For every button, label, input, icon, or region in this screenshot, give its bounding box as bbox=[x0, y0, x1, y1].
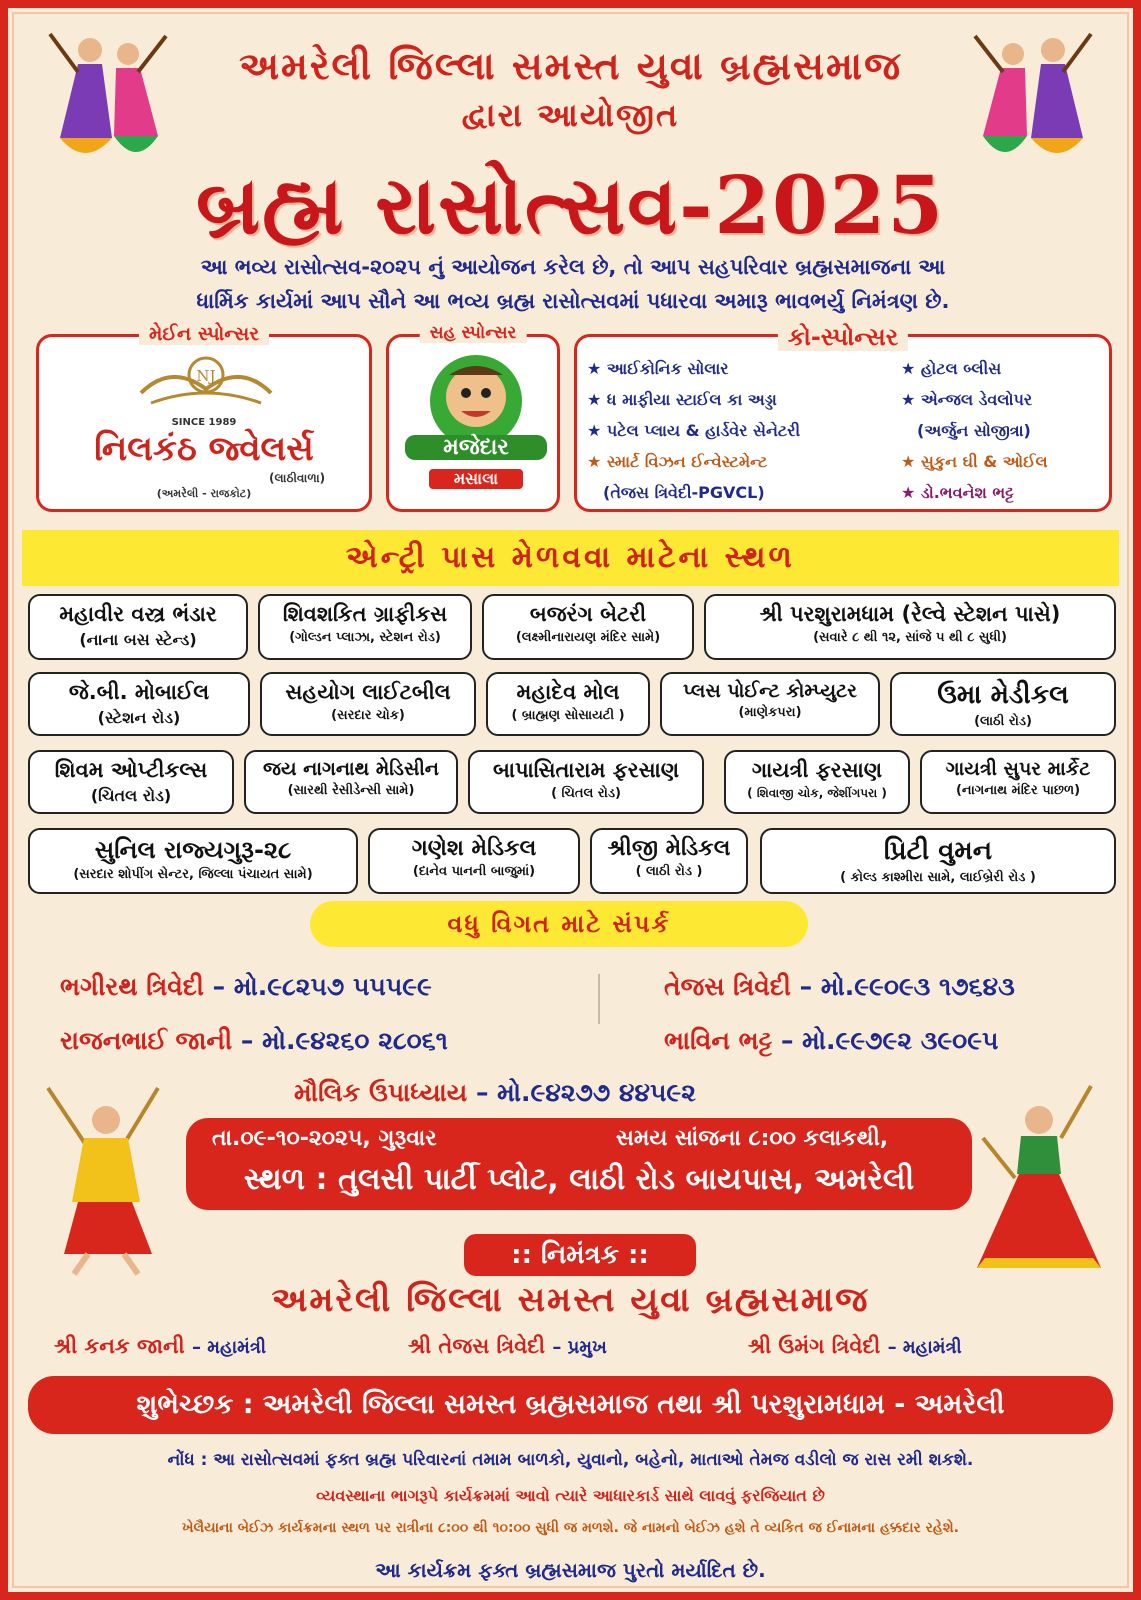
location-address: (દાનેવ પાનની બાજુમાં) bbox=[412, 864, 536, 879]
co-sponsor-item: ★ આઈકોનિક સોલાર bbox=[587, 359, 729, 378]
entry-location bbox=[258, 594, 472, 660]
location-name: શ્રીજી મેડિકલ bbox=[607, 836, 731, 861]
entry-location bbox=[890, 672, 1116, 736]
location-name: સહયોગ લાઈટબીલ bbox=[285, 680, 451, 704]
co-sponsor-box bbox=[574, 323, 1112, 512]
entry-location bbox=[704, 594, 1116, 660]
location-name: ગાયત્રી સુપર માર્કેટ bbox=[945, 758, 1091, 780]
co-sponsor-item: ★ હોટલ બ્લીસ bbox=[901, 359, 1002, 378]
location-address: (નાના બસ સ્ટેન્ડ) bbox=[79, 630, 197, 649]
note-3: ખેલૈયાના બેઈઝ કાર્યક્રમના સ્થળ પર રાત્રીના ૮:૦૦ થી ૧૦:૦૦ સુધી જ મળશે. જે નામનો બેઈઝ હશે તે વ્યકિત જ ઈનામના હક્કદાર રહેશે. bbox=[182, 1520, 959, 1536]
entry-location bbox=[920, 750, 1116, 814]
inviter-member bbox=[54, 1334, 266, 1359]
sah-brand-name: મજેદાર bbox=[405, 435, 547, 460]
location-name: મહાદેવ મોલ bbox=[516, 680, 620, 704]
entry-location bbox=[724, 750, 910, 814]
since-year: SINCE 1989 bbox=[171, 417, 237, 428]
contact-entry bbox=[664, 1026, 998, 1056]
main-sponsor-label: મેઈન સ્પોન્સર bbox=[139, 323, 269, 345]
location-address: (ગોલ્ડન પ્લાઝા, સ્ટેશન રોડ) bbox=[289, 630, 441, 645]
location-name: શિવશકિત ગ્રાફીકસ bbox=[282, 602, 448, 626]
location-address: (લક્ષ્મીનારાયણ મંદિર સામે) bbox=[515, 630, 661, 645]
location-address: (ચિતલ રોડ) bbox=[90, 786, 172, 805]
co-sponsor-label: કો-સ્પોન્સર bbox=[778, 323, 908, 351]
location-address: ( કોલ્ડ કાશ્મીરા સામે, લાઈબ્રેરી રોડ ) bbox=[840, 870, 1036, 885]
main-sponsor-box bbox=[36, 323, 372, 512]
member-name: શ્રી ઉમંગ ત્રિવેદી bbox=[748, 1334, 881, 1358]
entry-location bbox=[260, 672, 476, 736]
main-sponsor-city: (અમરેલી - રાજકોટ) bbox=[156, 487, 252, 500]
location-name: શ્રી પરશુરામધામ (રેલ્વે સ્ટેશન પાસે) bbox=[759, 602, 1061, 626]
entry-location bbox=[482, 594, 694, 660]
contact-name: ભાવિન ભટ્ટ bbox=[664, 1026, 773, 1055]
location-name: મહાવીર વસ્ત્ર ભંડાર bbox=[59, 602, 217, 626]
contact-name: તેજસ ત્રિવેદી bbox=[664, 972, 791, 1001]
co-sponsor-item: (તેજસ ત્રિવેદી-PGVCL) bbox=[603, 483, 765, 502]
contact-phone: – મો.૯૪૨૬૦ ૨૮૦૬૧ bbox=[240, 1026, 448, 1055]
location-name: ગાયત્રી ફરસાણ bbox=[751, 758, 883, 782]
location-address: (લાઠી રોડ) bbox=[974, 714, 1032, 729]
member-role: – પ્રમુખ bbox=[552, 1337, 607, 1358]
male-garba-dancer-icon bbox=[28, 1078, 178, 1278]
contact-phone: – મો.૯૯૭૯૨ ૩૯૦૯૫ bbox=[780, 1026, 999, 1055]
jewellers-logo-icon bbox=[131, 353, 281, 415]
location-address: (સરદાર શોપીંગ સેન્ટર, જિલ્લા પંચાયત સામે) bbox=[73, 867, 313, 882]
organized-by: દ્વારા આયોજીત bbox=[461, 96, 680, 134]
co-brand-sponsor-box bbox=[386, 323, 560, 512]
co-sponsor-item: (અર્જુન સોજીત્રા) bbox=[917, 421, 1031, 440]
contact-entry bbox=[60, 1026, 448, 1056]
member-name: શ્રી તેજસ ત્રિવેદી bbox=[408, 1334, 546, 1358]
entry-location bbox=[244, 750, 458, 814]
main-sponsor-sub: (લાઠીવાળા) bbox=[269, 471, 326, 485]
female-garba-dancer-icon bbox=[963, 1078, 1113, 1278]
entry-location bbox=[590, 828, 748, 894]
entry-location bbox=[28, 672, 250, 736]
location-name: બજરંગ બેટરી bbox=[529, 602, 647, 626]
location-name: ગણેશ મેડિકલ bbox=[411, 836, 537, 861]
sah-sponsor-label: સહ સ્પોન્સર bbox=[420, 323, 527, 343]
event-date: તા.૦૯-૧૦-૨૦૨૫, ગુરૂવાર bbox=[212, 1126, 437, 1151]
inviter-member bbox=[408, 1334, 607, 1359]
member-role: – મહામંત્રી bbox=[191, 1337, 267, 1358]
event-details-box bbox=[186, 1118, 972, 1210]
contact-name: રાજનભાઈ જાની bbox=[60, 1026, 233, 1055]
organizer-heading: અમરેલી જિલ્લા સમસ્ત યુવા બ્રહ્મસમાજ bbox=[238, 44, 903, 88]
contact-divider bbox=[598, 974, 600, 1024]
location-address: ( લાઠી રોડ ) bbox=[635, 864, 703, 879]
co-sponsor-item: ★ ડો.ભવનેશ ભટ્ટ bbox=[901, 483, 1014, 502]
location-address: ( ચિતલ રોડ) bbox=[551, 786, 621, 801]
location-address: (સારથી રેસીડેન્સી સામે) bbox=[287, 783, 415, 798]
entry-pass-banner bbox=[22, 530, 1119, 586]
main-sponsor-name: નિલકંઠ જ્વેલર્સ bbox=[94, 429, 314, 469]
event-title: બ્રહ્મ રાસોત્સવ-2025 bbox=[196, 158, 945, 252]
location-name: સુનિલ રાજ્યગુરૂ-૨૮ bbox=[94, 836, 292, 864]
co-sponsor-item: ★ ધ માફીયા સ્ટાઈલ કા અડ્ડા bbox=[587, 390, 777, 409]
contact-entry bbox=[60, 972, 432, 1002]
contact-entry bbox=[294, 1078, 696, 1108]
contact-name: ભગીરથ ત્રિવેદી bbox=[60, 972, 204, 1001]
member-role: – મહામંત્રી bbox=[887, 1337, 962, 1358]
location-name: પ્રિટી વુમન bbox=[883, 836, 993, 866]
well-wisher-banner: શુભેચ્છક : અમરેલી જિલ્લા સમસ્ત બ્રહ્મસમાજ તથા શ્રી પરશુરામધામ - અમરેલી bbox=[28, 1376, 1113, 1434]
location-name: જે.બી. મોબાઈલ bbox=[68, 680, 210, 704]
location-address: ( બ્રાહ્મણ સોસાયટી ) bbox=[511, 708, 625, 723]
note-1: નોંધ : આ રાસોત્સવમાં ફક્ત બ્રહ્મ પરિવારનાં તમામ બાળકો, યુવાનો, બહેનો, માતાઓ તેમજ વડીલો જ રાસ રમી શકશે. bbox=[167, 1450, 974, 1470]
note-2: વ્યવસ્થાના ભાગરૂપે કાર્યક્રમમાં આવો ત્યારે આધારકાર્ડ સાથે લાવવું ફરજિયાત છે bbox=[316, 1486, 825, 1505]
entry-location bbox=[368, 828, 580, 894]
inviter-org: અમરેલી જિલ્લા સમસ્ત યુવા બ્રહ્મસમાજ bbox=[271, 1280, 870, 1320]
location-address: (નાગનાથ મંદિર પાછળ) bbox=[955, 783, 1081, 798]
entry-location bbox=[486, 672, 650, 736]
entry-pass-title: એન્ટ્રી પાસ મેળવવા માટેના સ્થળ bbox=[346, 540, 795, 575]
location-name: પ્લસ પોઈન્ટ કોમ્પ્યુટર bbox=[683, 680, 857, 702]
location-address: (માણેકપરા) bbox=[738, 705, 802, 720]
sah-brand-tag: મસાલા bbox=[429, 469, 523, 489]
event-venue: સ્થળ : તુલસી પાર્ટી પ્લોટ, લાઠી રોડ બાયપાસ, અમરેલી bbox=[243, 1162, 915, 1197]
entry-location bbox=[660, 672, 880, 736]
member-name: શ્રી કનક જાની bbox=[54, 1334, 185, 1358]
inviter-label: :: નિમંત્રક :: bbox=[464, 1234, 696, 1276]
co-sponsor-item: ★ પટેલ પ્લાય & હાર્ડવેર સેનેટરી bbox=[587, 421, 801, 440]
entry-location bbox=[28, 594, 248, 660]
location-address: (સરદાર ચોક) bbox=[331, 708, 405, 723]
contact-name: મૌલિક ઉપાધ્યાય bbox=[294, 1078, 468, 1107]
svg-text:NJ: NJ bbox=[196, 367, 216, 385]
co-sponsor-list-right bbox=[901, 353, 1048, 508]
co-sponsor-item: ★ સ્માર્ટ વિઝન ઈન્વેસ્ટમેન્ટ bbox=[587, 452, 768, 471]
co-sponsor-list-left bbox=[587, 353, 800, 508]
intro-text: આ ભવ્ય રાસોત્સવ-૨૦૨૫ નું આયોજન કરેલ છે, તો આપ સહપરિવાર બ્રહ્મસમાજના આ ધાર્મિક કાર્યમાં આપ સૌને આ ભવ્ય બ્રહ્મ રાસોત્સવમાં પધારવા અમારૂ ભાવભર્યુ નિમંત્રણ છે. bbox=[196, 255, 950, 313]
contact-phone: – મો.૯૪૨૭૭ ૪૪૫૯૨ bbox=[475, 1078, 696, 1107]
contact-entry bbox=[664, 972, 1015, 1002]
contact-phone: – મો.૯૯૦૯૩ ૧૭૬૪૩ bbox=[799, 972, 1015, 1001]
note-4: આ કાર્યક્રમ ફક્ત બ્રહ્મસમાજ પુરતો મર્યાદિત છે. bbox=[375, 1558, 766, 1582]
co-sponsor-item: ★ એન્જલ ડેવલોપર bbox=[901, 390, 1033, 409]
location-address: (સવારે ૮ થી ૧૨, સાંજે ૫ થી ૮ સુધી) bbox=[813, 630, 1007, 645]
location-address: ( શિવાજી ચોક, જેશીંગપરા ) bbox=[747, 786, 887, 800]
inviter-member bbox=[748, 1334, 962, 1359]
location-name: જય નાગનાથ મેડિસીન bbox=[263, 758, 439, 780]
entry-location bbox=[28, 828, 358, 894]
entry-location bbox=[468, 750, 704, 814]
event-time: સમય સાંજના ૮:૦૦ કલાકથી, bbox=[616, 1126, 889, 1151]
co-sponsor-item: ★ સુકુન ઘી & ઓઈલ bbox=[901, 452, 1048, 471]
contact-phone: – મો.૯૮૨૫૭ ૫૫૫૯૯ bbox=[212, 972, 432, 1001]
location-address: (સ્ટેશન રોડ) bbox=[97, 708, 181, 727]
entry-location bbox=[760, 828, 1116, 894]
location-name: શિવમ ઓપ્ટીકલ્સ bbox=[54, 758, 208, 782]
entry-location bbox=[28, 750, 234, 814]
location-name: ઉમા મેડીકલ bbox=[937, 680, 1069, 710]
contact-title: વધુ વિગત માટે સંપર્ક bbox=[310, 901, 808, 947]
location-name: બાપાસિતારામ ફરસાણ bbox=[492, 758, 680, 782]
